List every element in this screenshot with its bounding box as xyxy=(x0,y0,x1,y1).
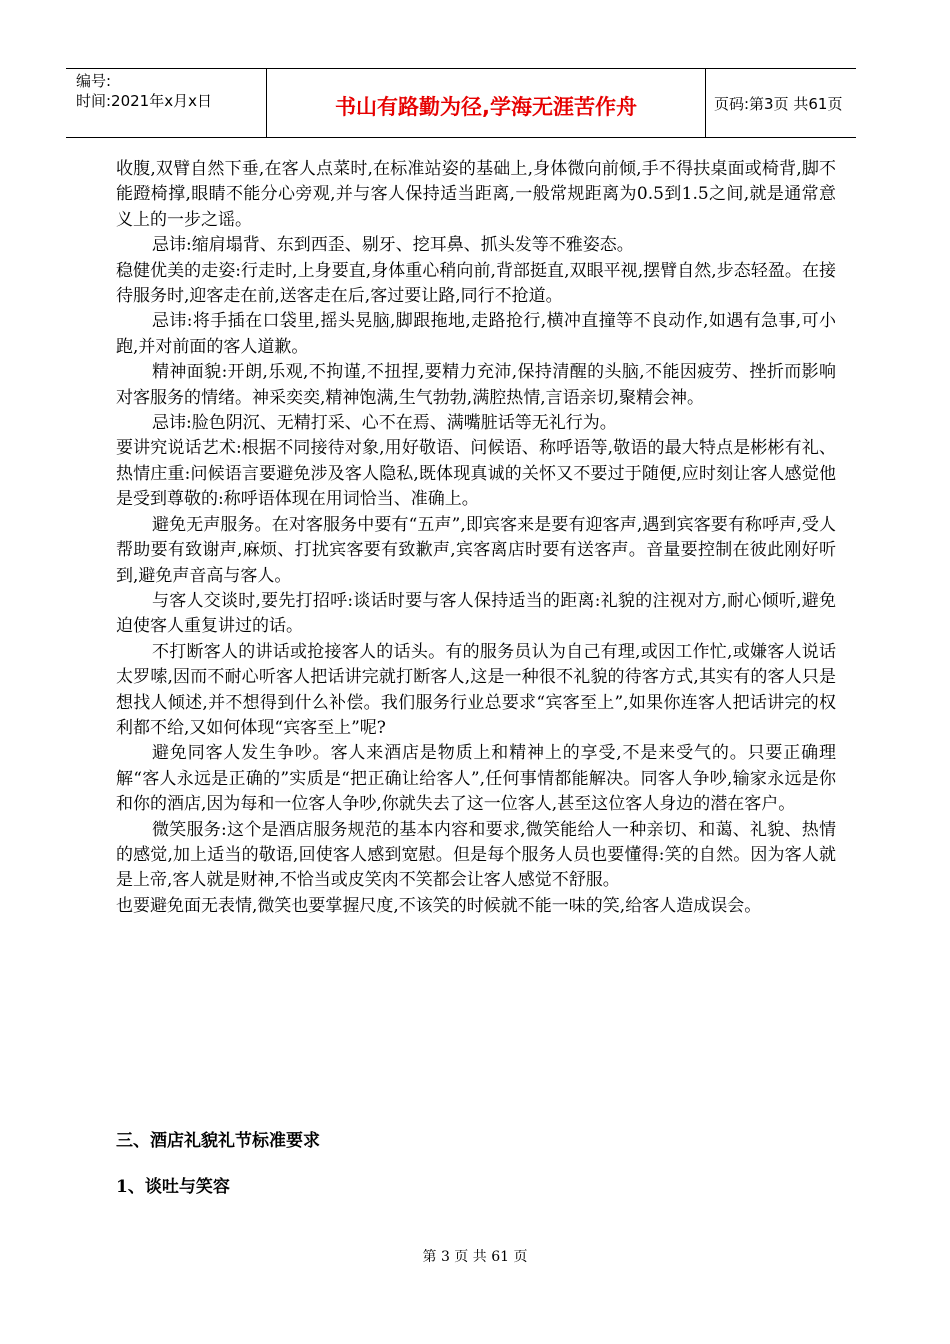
body-paragraph: 也要避免面无表情,微笑也要掌握尺度,不该笑的时候就不能一味的笑,给客人造成误会。 xyxy=(116,895,762,916)
body-paragraph: 稳健优美的走姿:行走时,上身要直,身体重心稍向前,背部挺直,双眼平视,摆臂自然,步态轻盈。在接待服务时,迎客走在前,送客走在后,客过要让路,同行不抢道。 xyxy=(116,260,836,307)
page-footer: 第 3 页 共 61 页 xyxy=(422,1249,528,1265)
body-paragraph: 避免无声服务。在对客服务中要有“五声”,即宾客来是要有迎客声,遇到宾客要有称呼声,受人帮助要有致谢声,麻烦、打扰宾客要有致歉声,宾客离店时要有送客声。音量要控制在彼此刚好听到,避免声音高与客人。 xyxy=(116,514,836,586)
body-paragraph: 忌讳:将手插在口袋里,摇头晃脑,脚跟拖地,走路抢行,横冲直撞等不良动作,如遇有急事,可小跑,并对前面的客人道歉。 xyxy=(116,311,836,357)
header-page-number: 页码:第3页 共61页 xyxy=(714,95,843,113)
body-paragraph: 忌讳:缩肩塌背、东到西歪、剔牙、挖耳鼻、抓头发等不雅姿态。 xyxy=(152,235,634,256)
body-paragraph: 收腹,双臂自然下垂,在客人点菜时,在标准站姿的基础上,身体微向前倾,手不得扶桌面或椅背,脚不能蹬椅撑,眼睛不能分心旁观,并与客人保持适当距离,一般常规距离为0.5到1.5之间,就是通常意义上的一步之谣。 xyxy=(116,159,836,230)
body-text xyxy=(116,157,836,919)
body-paragraph: 要讲究说话艺术:根据不同接待对象,用好敬语、问候语、称呼语等,敬语的最大特点是彬彬有礼、热情庄重:问候语言要避免涉及客人隐私,既体现真诚的关怀又不要过于随便,应时刻让客人感觉他是受到尊敬的:称呼语体现在用词恰当、准确上。 xyxy=(116,438,836,510)
page-header xyxy=(66,68,856,138)
section-heading: 三、酒店礼貌礼节标准要求 xyxy=(116,1131,320,1151)
body-paragraph: 与客人交谈时,要先打招呼:谈话时要与客人保持适当的距离:礼貌的注视对方,耐心倾听,避免迫使客人重复讲过的话。 xyxy=(116,590,836,637)
header-motto-cell xyxy=(266,69,706,137)
document-time-label: 时间:2021年x月x日 xyxy=(76,92,212,110)
body-paragraph: 微笑服务:这个是酒店服务规范的基本内容和要求,微笑能给人一种亲切、和蔼、礼貌、热情的感觉,加上适当的敬语,回使客人感到宽慰。但是每个服务人员也要懂得:笑的自然。因为客人就是上帝,客人就是财神,不恰当或皮笑肉不笑都会让客人感觉不舒服。 xyxy=(116,819,836,891)
sub-heading: 1、谈吐与笑容 xyxy=(116,1177,230,1197)
body-paragraph: 避免同客人发生争吵。客人来酒店是物质上和精神上的享受,不是来受气的。只要正确理解“客人永远是正确的”实质是“把正确让给客人”,任何事情都能解决。同客人争吵,输家永远是你和你的酒店,因为每和一位客人争吵,你就失去了这一位客人,甚至这位客人身边的潜在客户。 xyxy=(116,743,836,815)
body-paragraph: 精神面貌:开朗,乐观,不拘谨,不扭捏,要精力充沛,保持清醒的头脑,不能因疲劳、挫折而影响对客服务的情绪。神采奕奕,精神饱满,生气勃勃,满腔热情,言语亲切,聚精会神。 xyxy=(116,362,836,408)
header-motto: 书山有路勤为径,学海无涯苦作舟 xyxy=(335,95,637,119)
header-meta xyxy=(66,69,266,137)
body-paragraph: 忌讳:脸色阴沉、无精打采、心不在焉、满嘴脏话等无礼行为。 xyxy=(152,413,617,434)
body-paragraph: 不打断客人的讲话或抢接客人的话头。有的服务员认为自己有理,或因工作忙,或嫌客人说话太罗嗦,因而不耐心听客人把话讲完就打断客人,这是一种很不礼貌的待客方式,其实有的客人只是想找人倾述,并不想得到什么补偿。我们服务行业总要求“宾客至上”,如果你连客人把话讲完的权利都不给,又如何体现“宾客至上”呢? xyxy=(116,641,836,738)
document-number-label: 编号: xyxy=(76,72,112,90)
